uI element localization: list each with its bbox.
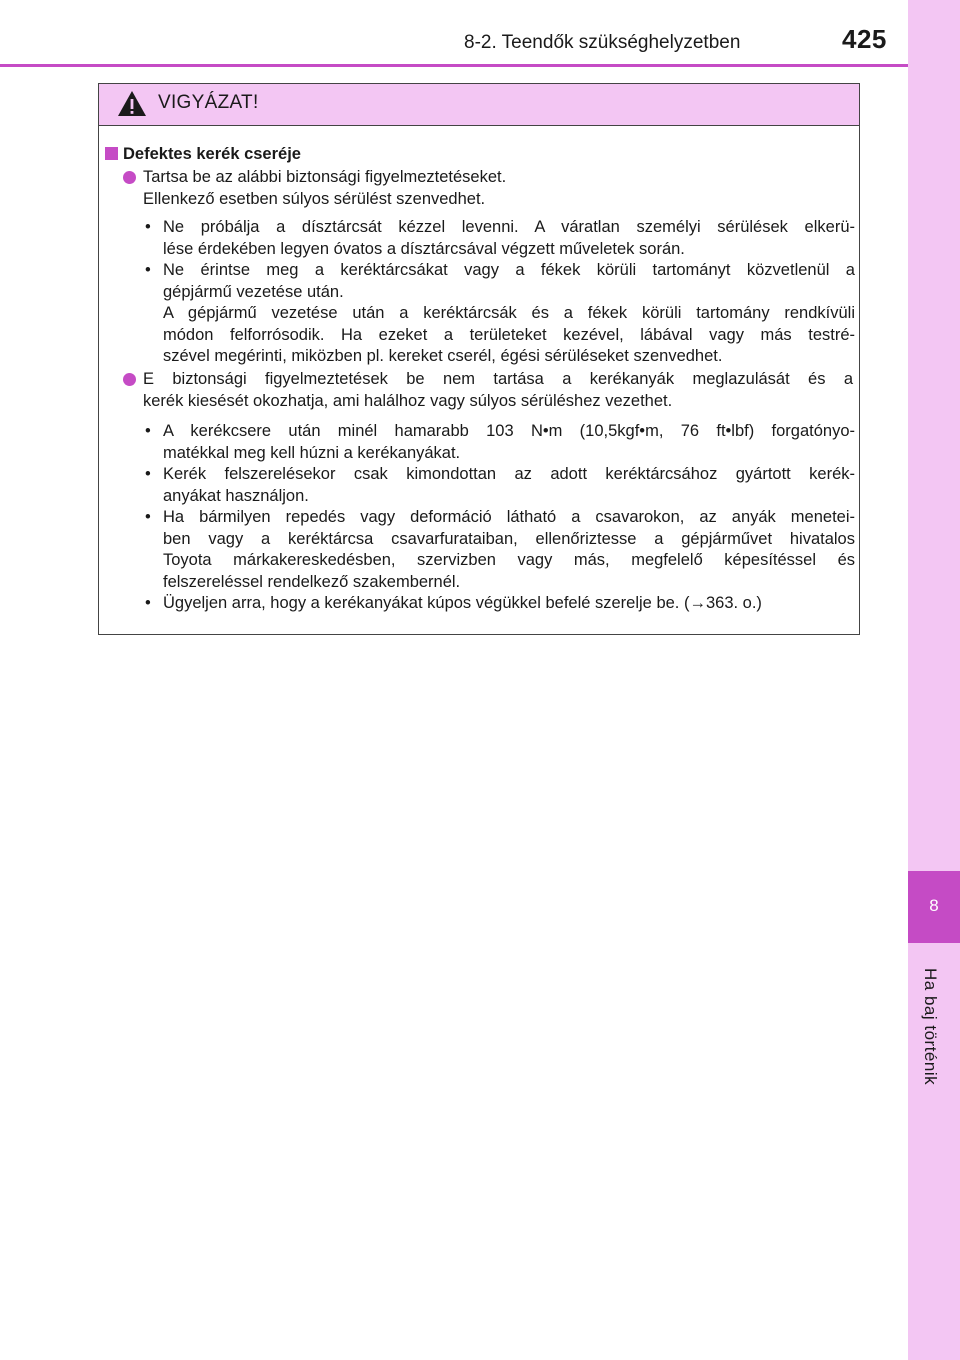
bullet-dot: • (145, 465, 151, 483)
text-line: gépjármű vezetése után. (163, 282, 344, 301)
section-header: 8-2. Teendők szükséghelyzetben (464, 32, 741, 53)
bullet-dot: • (145, 422, 151, 440)
text-line: Ügyeljen arra, hogy a kerékanyákat kúpos végükkel befelé szerelje be. (→363. o.) (163, 594, 762, 612)
bullet-item (143, 593, 855, 615)
text-line: Toyota márkakereskedésben, szervizben vagy más, megfelelő képesítéssel és (163, 551, 855, 569)
list-item (123, 167, 853, 210)
bullet-dot: • (145, 261, 151, 279)
text-line: Kerék felszerelésekor csak kimondottan az adott keréktárcsához gyártott kerék- (163, 465, 855, 483)
text-line: felszereléssel rendelkező szakembernél. (163, 572, 461, 591)
text-line: E biztonsági figyelmeztetések be nem tartása a kerékanyák meglazulását és a (143, 370, 853, 388)
bullet-list (143, 217, 855, 368)
text-line: Ha bármilyen repedés vagy deformáció látható a csavarokon, az anyák menetei- (163, 508, 855, 526)
side-tab (908, 0, 960, 1360)
text-line: Ne próbálja a dísztárcsát kézzel levenni. A váratlan személyi sérülések elkerü- (163, 218, 855, 236)
text-line: szével megérinti, miközben pl. kereket cserél, égési sérüléseket szenvedhet. (163, 347, 723, 365)
text-line: Ne érintse meg a keréktárcsákat vagy a fékek körüli tartományt közvetlenül a (163, 261, 855, 279)
warning-icon (117, 90, 147, 117)
section-heading (105, 144, 301, 166)
list-item-continuation (143, 391, 855, 413)
text-line: matékkal meg kell húzni a kerékanyákat. (163, 443, 461, 462)
text-line: anyákat használjon. (163, 486, 309, 505)
page-number: 425 (842, 24, 887, 54)
list-item (123, 369, 853, 391)
caution-header (99, 84, 859, 126)
bullet-item (143, 260, 855, 368)
text-line: A kerékcsere után minél hamarabb 103 N•m (10,5kgf•m, 76 ft•lbf) forgatónyo- (163, 422, 855, 440)
chapter-number: 8 (929, 896, 939, 915)
chapter-title: Ha baj történik (921, 968, 940, 1086)
text-line: Tartsa be az alábbi biztonsági figyelmeztetéseket. (143, 168, 507, 186)
text-line: kerék kiesését okozhatja, ami halálhoz vagy súlyos sérüléshez vezethet. (143, 392, 673, 410)
bullet-item (143, 464, 855, 507)
bullet-list (143, 421, 855, 615)
caution-title: VIGYÁZAT! (158, 92, 259, 113)
bullet-dot: • (145, 218, 151, 236)
text-line: lése érdekében legyen óvatos a dísztárcsával végzett műveletek során. (163, 239, 685, 258)
circle-bullet-icon (123, 373, 136, 386)
text-line: Ellenkező esetben súlyos sérülést szenvedhet. (143, 189, 486, 208)
text-line: módon felforrósodik. Ha ezeket a területeket kezével, lábával vagy más testré- (163, 325, 855, 344)
square-bullet-icon (105, 147, 118, 160)
bullet-item (143, 217, 855, 260)
bullet-item (143, 421, 855, 464)
section-title: Defektes kerék cseréje (123, 145, 301, 163)
bullet-dot: • (145, 594, 151, 612)
text-line: A gépjármű vezetése után a keréktárcsák és a fékek körüli tartomány rendkívüli (163, 304, 855, 322)
text-line: ben vagy a keréktárcsa csavarfurataiban, ellenőriztesse a gépjárművet hivatalos (163, 529, 855, 548)
bullet-item (143, 507, 855, 593)
circle-bullet-icon (123, 171, 136, 184)
bullet-dot: • (145, 508, 151, 526)
header-rule (0, 64, 908, 67)
caution-box (98, 83, 860, 635)
